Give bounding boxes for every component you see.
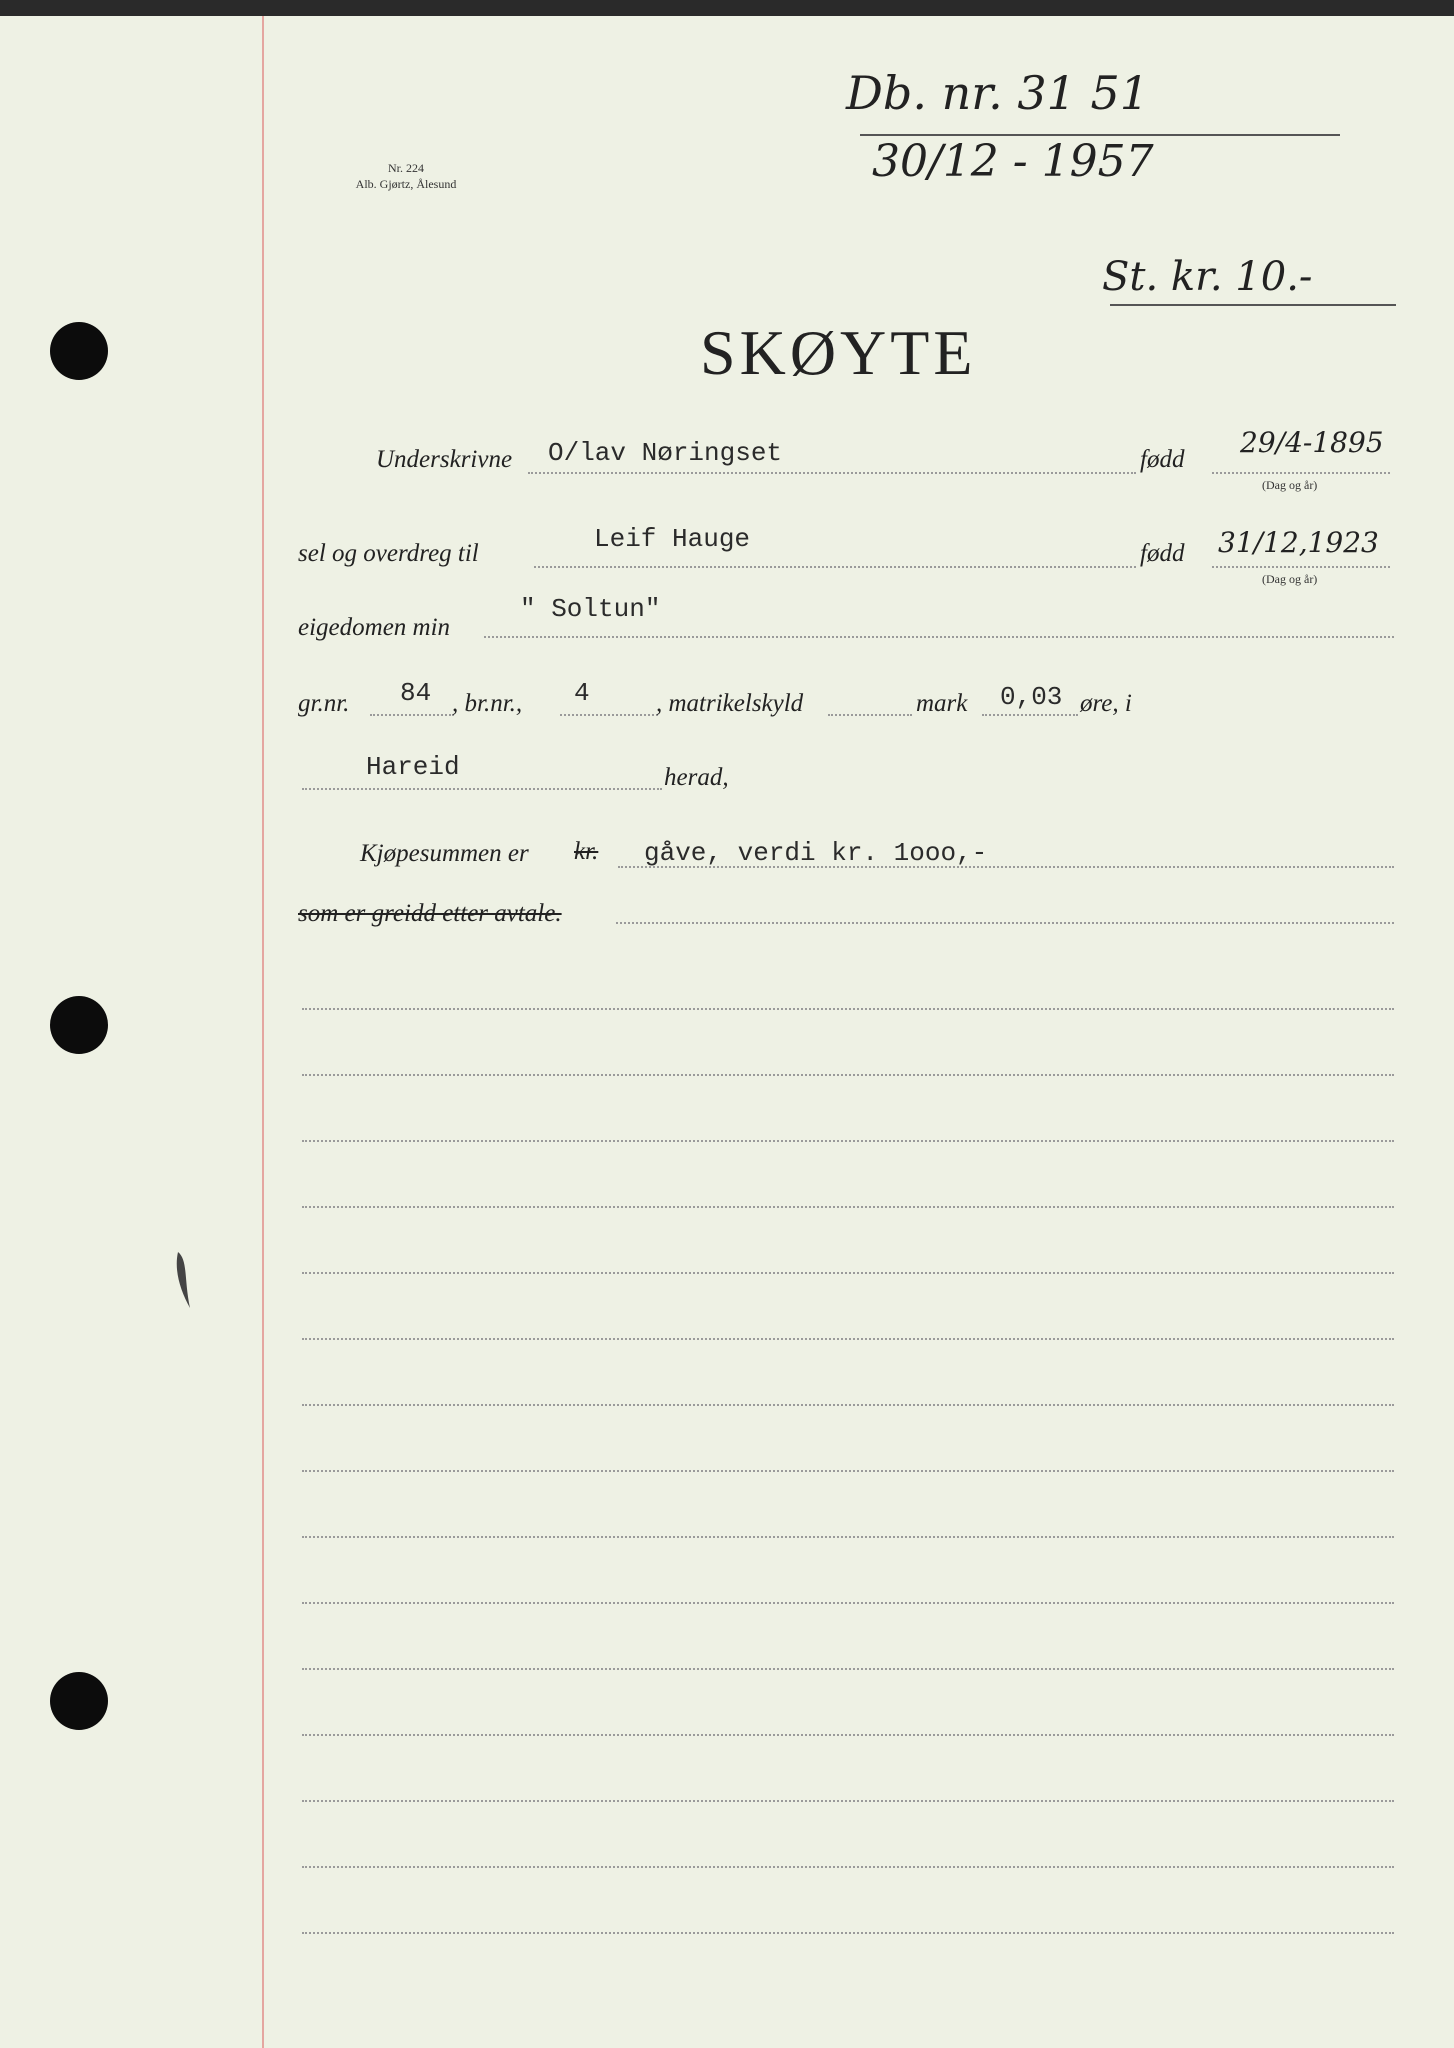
- undersigned-dotted-line: [528, 472, 1136, 474]
- price-label: Kjøpesummen er: [360, 840, 529, 867]
- punch-hole-middle: [50, 996, 108, 1054]
- mark-value: 0,03: [1000, 682, 1063, 712]
- printer-number: Nr. 224: [388, 161, 424, 175]
- blank-line: [302, 1404, 1394, 1406]
- printer-name: Alb. Gjørtz, Ålesund: [355, 177, 457, 191]
- blank-line: [302, 1140, 1394, 1142]
- blank-line: [302, 1668, 1394, 1670]
- blank-line: [302, 1932, 1394, 1934]
- mark-label: mark: [916, 690, 968, 717]
- registry-note: Db. nr. 31 51: [846, 66, 1150, 120]
- born-value-1: 29/4-1895: [1240, 426, 1384, 459]
- born-dotted-line-1: [1212, 472, 1390, 474]
- property-dotted-line: [484, 636, 1394, 638]
- price-dotted-line: [618, 866, 1394, 868]
- document-title: SKØYTE: [700, 317, 977, 388]
- brnr-value: 4: [574, 678, 590, 708]
- blank-line: [302, 1008, 1394, 1010]
- born-hint-2: (Dag og år): [1262, 572, 1318, 586]
- brnr-label: , br.nr.,: [452, 690, 523, 717]
- property-value: " Soltun": [520, 594, 661, 624]
- herad-dotted-line: [302, 788, 662, 790]
- grnr-label: gr.nr.: [298, 690, 350, 717]
- punch-hole-bottom: [50, 1672, 108, 1730]
- fee-underline: [1110, 304, 1396, 306]
- brnr-dotted-line: [560, 714, 658, 716]
- sell-label: sel og overdreg til: [298, 540, 479, 567]
- document-page: [0, 16, 1454, 2048]
- registry-date: 30/12 - 1957: [872, 136, 1154, 187]
- paid-struck: som er greidd etter avtale.: [298, 900, 562, 927]
- blank-line: [302, 1338, 1394, 1340]
- grnr-value: 84: [400, 678, 432, 708]
- buyer-dotted-line: [534, 566, 1136, 568]
- blank-line: [302, 1074, 1394, 1076]
- matrikel-dotted-line: [828, 714, 912, 716]
- fee-note: St. kr. 10.-: [1102, 254, 1313, 300]
- printer-imprint: [306, 160, 506, 192]
- blank-line: [302, 1272, 1394, 1274]
- born-dotted-line-2: [1212, 566, 1390, 568]
- quill-mark-icon: [174, 1250, 196, 1310]
- ore-label: øre, i: [1080, 690, 1132, 717]
- born-value-2: 31/12,1923: [1218, 526, 1379, 559]
- blank-line: [302, 1536, 1394, 1538]
- blank-line: [302, 1800, 1394, 1802]
- grnr-dotted-line: [370, 714, 454, 716]
- blank-line: [302, 1866, 1394, 1868]
- mark-dotted-line: [982, 714, 1078, 716]
- undersigned-value: O/lav Nøringset: [548, 438, 783, 468]
- blank-line: [302, 1602, 1394, 1604]
- born-hint-1: (Dag og år): [1262, 478, 1318, 492]
- paid-dotted-line: [616, 922, 1394, 924]
- born-label-2: fødd: [1140, 540, 1185, 567]
- margin-line: [262, 16, 264, 2048]
- undersigned-label: Underskrivne: [376, 446, 513, 473]
- blank-line: [302, 1734, 1394, 1736]
- herad-value: Hareid: [366, 752, 460, 782]
- price-value: gåve, verdi kr. 1ooo,-: [644, 838, 988, 868]
- matrikel-label: , matrikelskyld: [656, 690, 804, 717]
- punch-hole-top: [50, 322, 108, 380]
- born-label-1: fødd: [1140, 446, 1185, 473]
- herad-label: herad,: [664, 764, 729, 791]
- property-label: eigedomen min: [298, 614, 451, 641]
- buyer-value: Leif Hauge: [594, 524, 751, 554]
- blank-line: [302, 1470, 1394, 1472]
- price-struck: kr.: [574, 838, 599, 865]
- blank-line: [302, 1206, 1394, 1208]
